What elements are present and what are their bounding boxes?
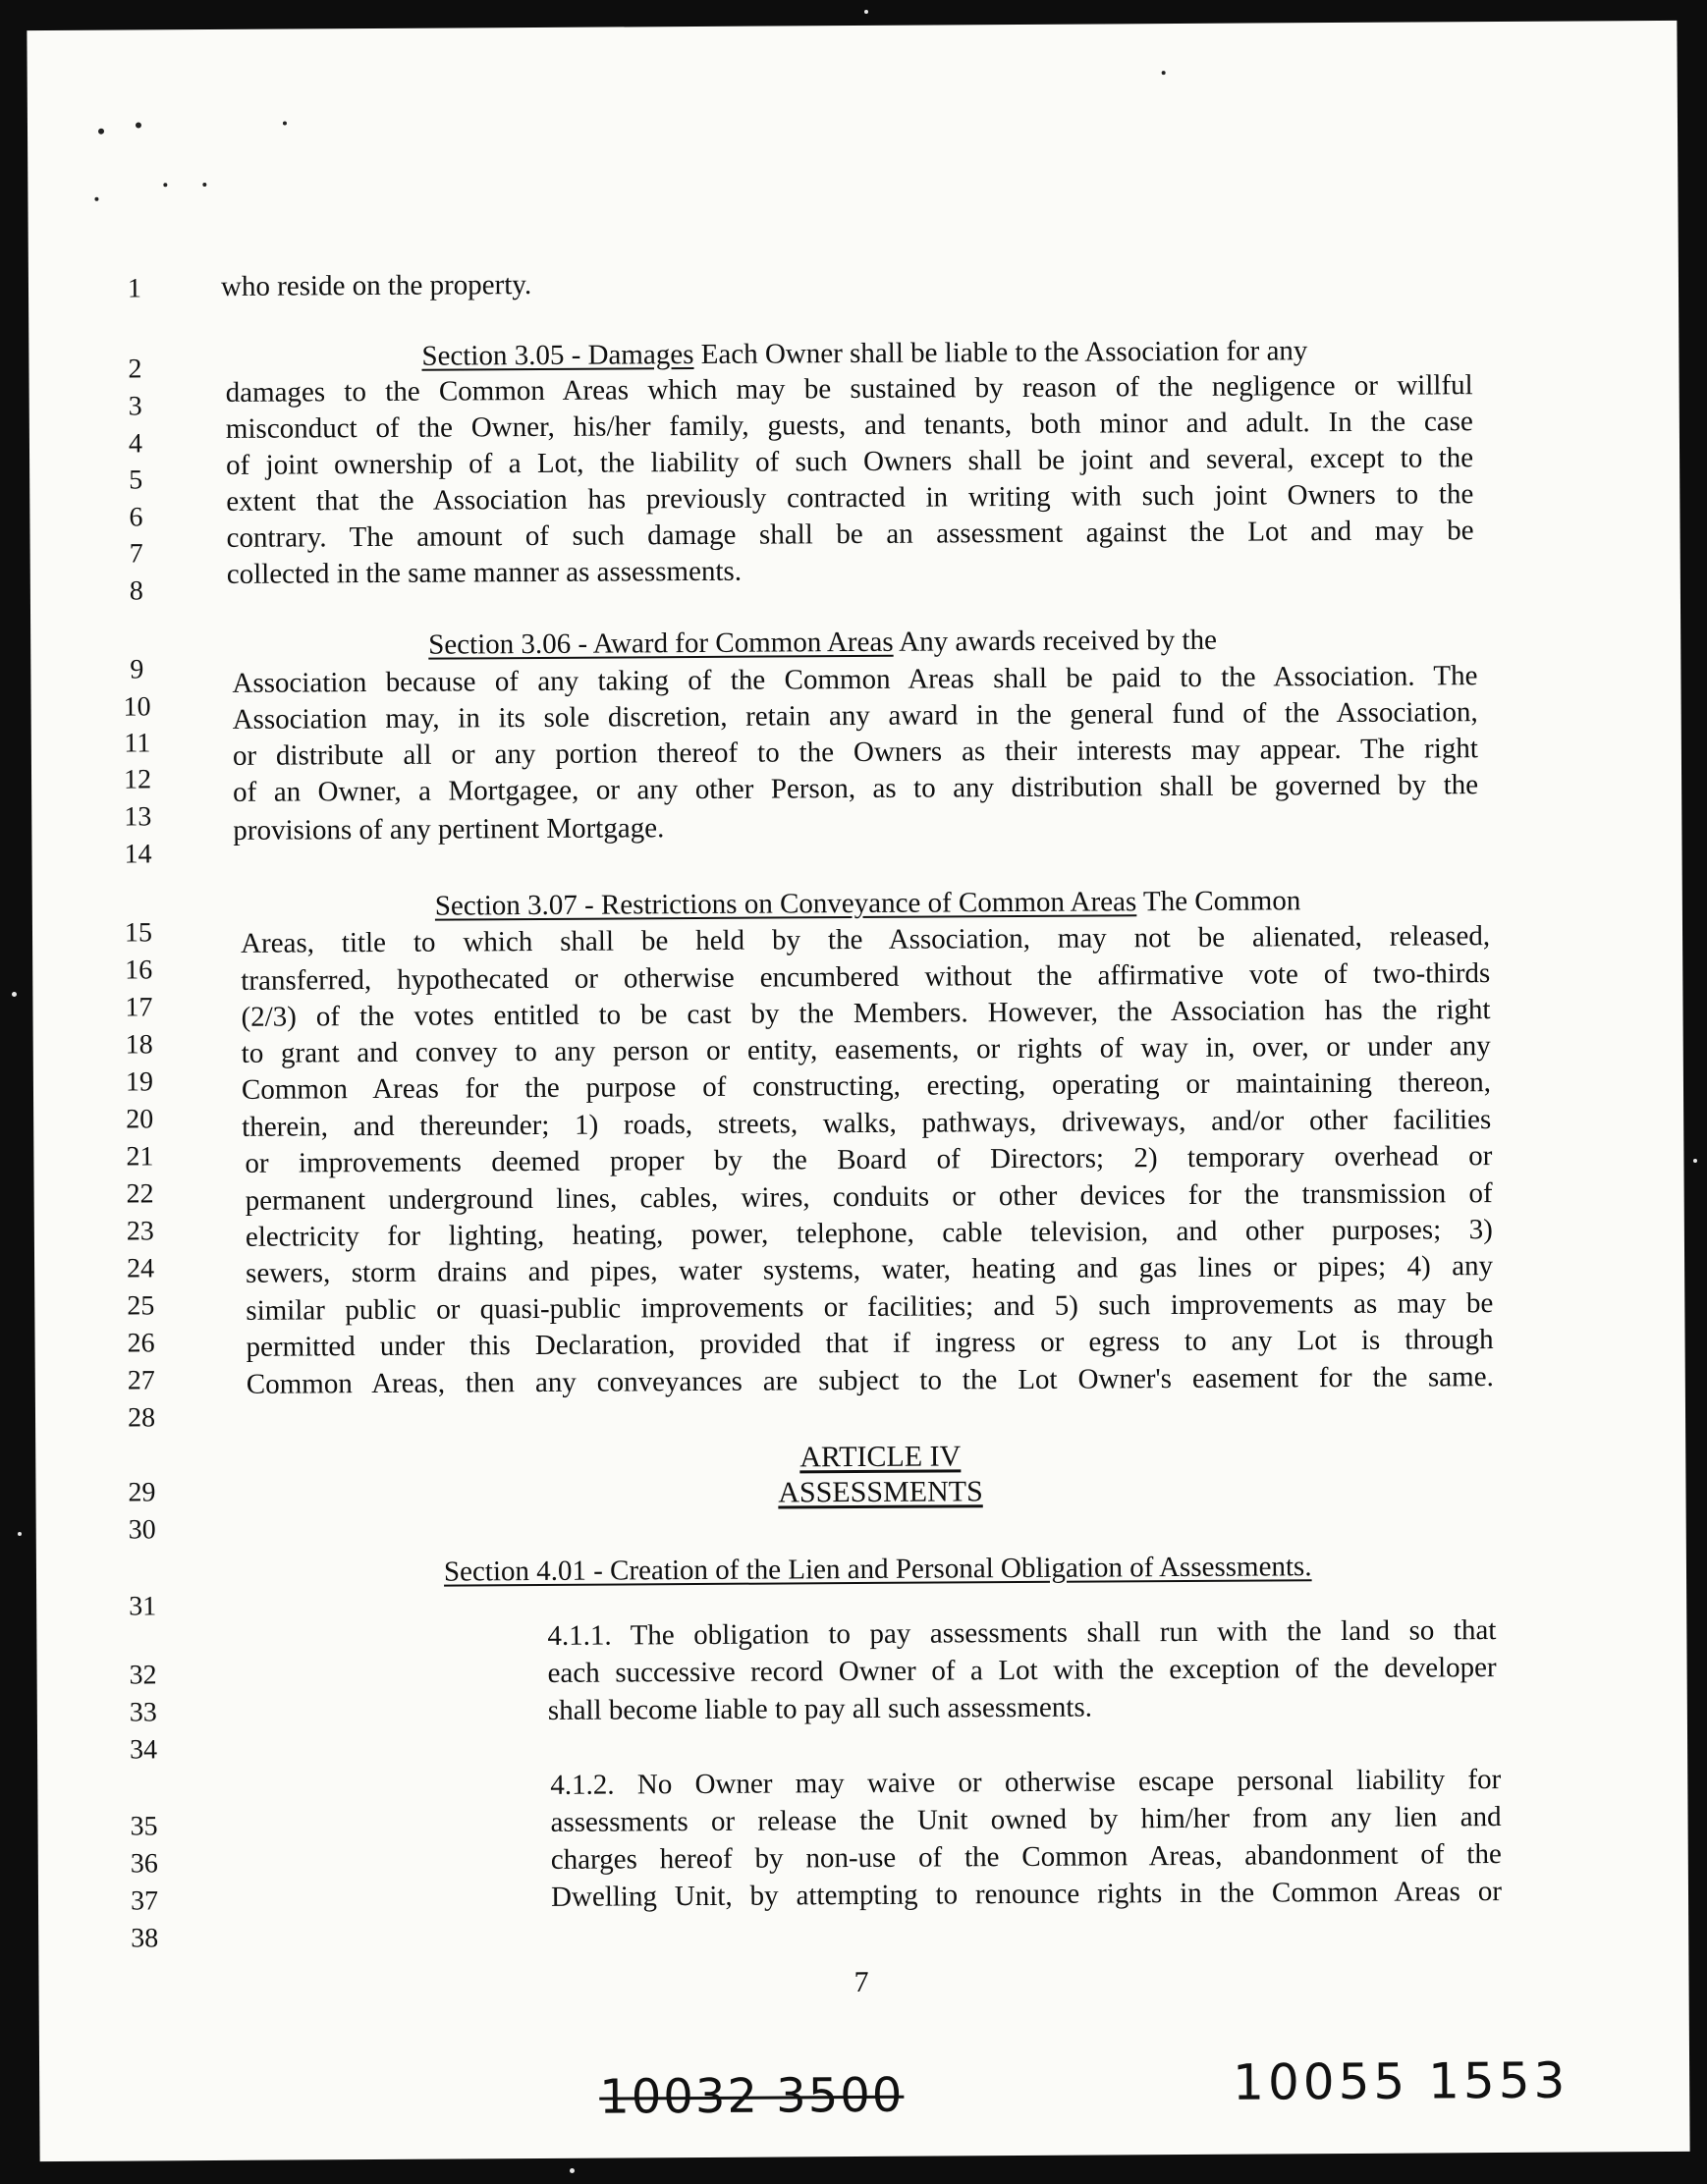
line-number: 8 [129, 575, 143, 607]
line-number: 18 [125, 1029, 153, 1061]
line-text: to grant and convey to any person or entity, easements, or rights of way in, over, or under any [241, 1030, 1491, 1069]
line-number: 32 [129, 1660, 157, 1691]
line-number: 19 [125, 1066, 154, 1098]
line-text: Common Areas, then any conveyances are subject to the Lot Owner's easement for the same. [246, 1361, 1494, 1400]
line-text: sewers, storm drains and pipes, water systems, water, heating and gas lines or pipes; 4) any [246, 1250, 1494, 1289]
scan-edge-speck [864, 10, 868, 14]
line-text: each successive record Owner of a Lot with the exception of the developer [547, 1652, 1497, 1689]
line-text: of joint ownership of a Lot, the liability of such Owners shall be joint and several, except to the [225, 442, 1474, 481]
line-text: permanent underground lines, cables, wires, conduits or other devices for the transmission of [245, 1177, 1493, 1217]
line-number: 30 [128, 1514, 156, 1546]
line-number: 14 [124, 839, 152, 870]
line-text: Association because of any taking of the Common Areas shall be paid to the Association. The [232, 660, 1478, 699]
line-number: 25 [127, 1290, 155, 1322]
line-number: 33 [129, 1697, 157, 1728]
line-number: 11 [124, 728, 151, 759]
line-text: damages to the Common Areas which may be sustained by reason of the negligence or willful [225, 369, 1473, 409]
line-number: 22 [126, 1178, 154, 1210]
line-number: 17 [125, 992, 153, 1023]
line-number: 34 [129, 1734, 158, 1766]
line-number: 7 [129, 538, 143, 570]
line-text: Any awards received by the [893, 624, 1218, 658]
line-text: provisions of any pertinent Mortgage. [233, 812, 665, 846]
line-text: permitted under this Declaration, provided that if ingress or egress to any Lot is through [246, 1324, 1494, 1363]
struck-recording-number: 10032 3500 [599, 2067, 905, 2125]
section-heading: Section 3.05 - Damages [421, 339, 694, 372]
line-text: or distribute all or any portion thereof to the Owners as their interests may appear. The right [232, 733, 1478, 772]
scan-speck [1162, 71, 1166, 75]
line-text: electricity for lighting, heating, power, telephone, cable television, and other purposes; 3) [245, 1214, 1493, 1253]
line-number: 12 [123, 764, 152, 795]
line-number: 13 [124, 801, 152, 833]
line-text: shall become liable to pay all such assessments. [547, 1691, 1093, 1726]
scan-edge-speck [12, 992, 17, 997]
line-number: 23 [126, 1216, 154, 1247]
scan-speck [136, 122, 141, 128]
article-subtitle: ASSESSMENTS [778, 1475, 983, 1509]
line-number: 36 [130, 1848, 158, 1880]
scan-speck [98, 129, 104, 135]
scan-speck [202, 183, 206, 187]
line-text: 4.1.1. The obligation to pay assessments shall run with the land so that [547, 1614, 1497, 1652]
line-number: 28 [127, 1402, 156, 1434]
document-page [27, 21, 1689, 2161]
line-text: The Common [1136, 885, 1301, 918]
line-number: 2 [128, 354, 142, 385]
scan-speck [94, 197, 98, 201]
line-number: 6 [129, 502, 143, 533]
line-text: therein, and thereunder; 1) roads, streets, walks, pathways, driveways, and/or other facilities [242, 1104, 1492, 1143]
line-text: collected in the same manner as assessments. [226, 555, 743, 590]
line-text: (2/3) of the votes entitled to be cast by the Members. However, the Association has the right [241, 994, 1491, 1033]
line-number: 16 [125, 955, 153, 986]
scan-edge-speck [1693, 1159, 1697, 1163]
section-heading: Section 4.01 - Creation of the Lien and Personal Obligation of Assessments. [443, 1551, 1312, 1588]
line-number: 20 [126, 1104, 154, 1135]
section-3-06-line [428, 623, 1477, 661]
section-heading: Section 3.07 - Restrictions on Conveyance of Common Areas [434, 886, 1137, 922]
line-text: 4.1.2. No Owner may waive or otherwise escape personal liability for [550, 1764, 1502, 1801]
article-title: ARTICLE IV [799, 1440, 962, 1474]
line-text: similar public or quasi-public improvements or facilities; and 5) such improvements as may be [246, 1287, 1494, 1327]
scan-speck [163, 183, 167, 187]
section-3-05-line [421, 334, 1472, 372]
line-number: 38 [131, 1923, 159, 1954]
section-heading: Section 3.06 - Award for Common Areas [428, 626, 894, 661]
line-number: 3 [128, 391, 142, 422]
recording-number: 10055 1553 [1232, 2051, 1569, 2111]
line-text: extent that the Association has previously contracted in writing with such joint Owners to the [226, 478, 1474, 518]
line-text: of an Owner, a Mortgagee, or any other Person, as to any distribution shall be governed by the [233, 769, 1479, 808]
line-text: Areas, title to which shall be held by the Association, may not be alienated, released, [240, 920, 1491, 959]
line-number: 35 [130, 1811, 158, 1842]
line-number: 37 [130, 1885, 159, 1917]
line-number: 24 [126, 1253, 155, 1284]
line-text: who reside on the property. [220, 269, 532, 302]
section-3-07-line [435, 884, 1490, 922]
line-text: misconduct of the Owner, his/her family, guests, and tenants, both minor and adult. In the case [225, 406, 1473, 445]
line-number: 9 [130, 654, 144, 685]
line-text: assessments or release the Unit owned by him/her from any lien and [550, 1801, 1502, 1838]
line-text: Common Areas for the purpose of constructing, erecting, operating or maintaining thereon, [241, 1066, 1492, 1106]
scan-edge-speck [18, 1532, 22, 1536]
scan-edge-speck [570, 2168, 575, 2173]
line-number: 29 [128, 1477, 156, 1508]
page-number: 7 [854, 1965, 869, 1999]
line-number: 21 [126, 1141, 154, 1173]
line-number: 26 [127, 1328, 155, 1359]
line-number: 4 [128, 428, 143, 460]
line-text: or improvements deemed proper by the Board of Directors; 2) temporary overhead or [245, 1140, 1493, 1179]
line-number: 1 [127, 273, 142, 304]
line-text: Each Owner shall be liable to the Association for any [693, 335, 1308, 371]
line-text: charges hereof by non-use of the Common Areas, abandonment of the [550, 1838, 1502, 1876]
line-number: 15 [124, 917, 153, 949]
line-number: 27 [127, 1365, 155, 1396]
line-number: 5 [129, 464, 143, 496]
line-text: contrary. The amount of such damage shall be an assessment against the Lot and may be [226, 515, 1474, 554]
line-number: 31 [129, 1591, 157, 1622]
line-number: 10 [123, 691, 151, 723]
line-text: transferred, hypothecated or otherwise encumbered without the affirmative vote of two-thirds [241, 957, 1491, 997]
line-text: Association may, in its sole discretion, retain any award in the general fund of the Association, [232, 696, 1478, 736]
line-text: Dwelling Unit, by attempting to renounce rights in the Common Areas or [550, 1876, 1503, 1913]
scan-speck [283, 122, 287, 126]
